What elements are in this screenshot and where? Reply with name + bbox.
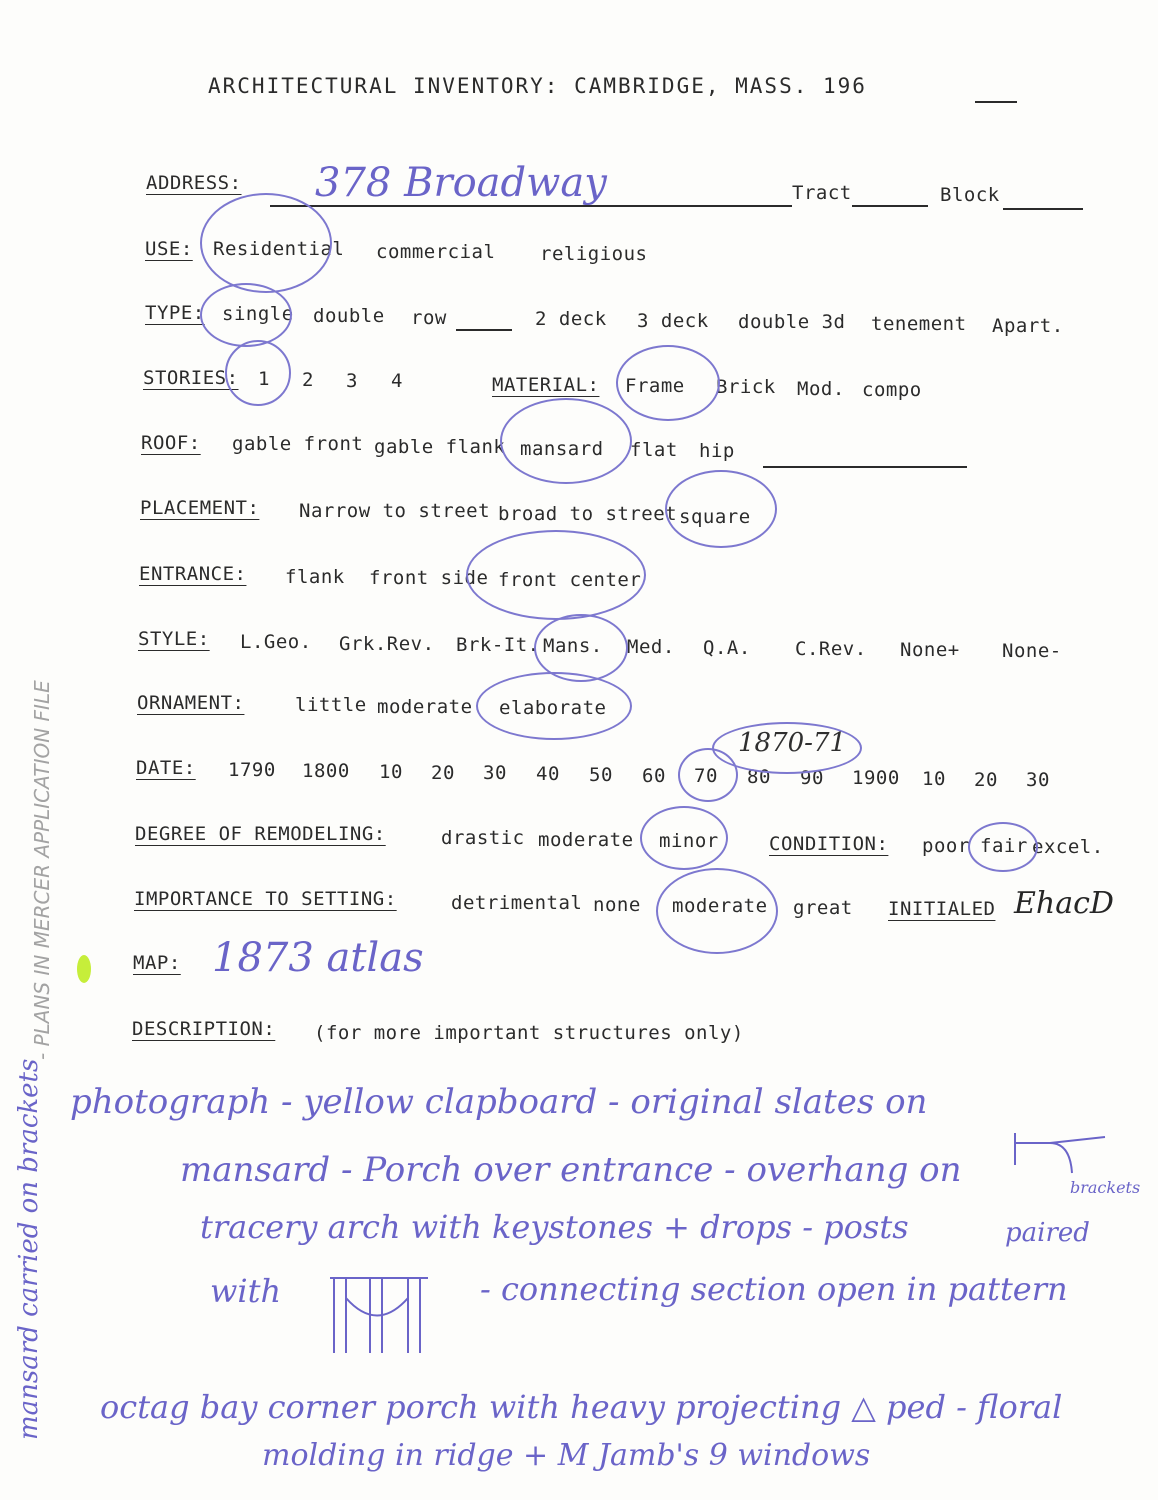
ornament-little: little (295, 694, 367, 716)
stories-3: 3 (346, 370, 358, 392)
moderate-circle (656, 868, 778, 954)
roof-mansard: mansard (520, 438, 604, 460)
type-2deck: 2 deck (535, 308, 607, 330)
bracket-sketch (1010, 1125, 1120, 1185)
type-single: single (222, 303, 294, 325)
type-tenement: tenement (871, 313, 967, 335)
initialed-label: INITIALED (888, 898, 996, 920)
style-mans: Mans. (543, 635, 603, 657)
condition-fair: fair (980, 835, 1028, 857)
style-grkrev: Grk.Rev. (339, 633, 435, 655)
style-brkit: Brk-It. (456, 634, 540, 656)
placement-broad: broad to street (498, 503, 678, 525)
date-annotation: 1870-71 (738, 728, 847, 758)
use-label: USE: (145, 238, 193, 260)
material-compo: compo (862, 379, 922, 401)
initialed-value: EhacD (1014, 886, 1114, 921)
ornament-moderate: moderate (377, 696, 473, 718)
style-lgeo: L.Geo. (240, 631, 312, 653)
description-line-4: with (210, 1272, 282, 1310)
map-value: 1873 atlas (212, 935, 424, 981)
use-commercial: commercial (376, 241, 496, 263)
description-hint: (for more important structures only) (314, 1022, 744, 1044)
posts-sketch (320, 1258, 440, 1368)
entrance-label: ENTRANCE: (139, 563, 247, 585)
stories-label: STORIES: (143, 367, 239, 389)
placement-square: square (679, 506, 751, 528)
remodeling-label: DEGREE OF REMODELING: (135, 823, 386, 845)
date-60: 60 (642, 765, 666, 787)
importance-none: none (593, 894, 641, 916)
importance-moderate: moderate (672, 895, 768, 917)
date-1790: 1790 (228, 759, 276, 781)
date-10: 10 (379, 761, 403, 783)
side-note-paired: paired (1005, 1218, 1090, 1248)
front-center-circle (466, 530, 646, 620)
material-brick: Brick (716, 376, 776, 398)
entrance-flank: flank (285, 566, 345, 588)
mansard-circle (500, 398, 632, 484)
description-line-2: mansard - Porch over entrance - overhang on (180, 1150, 962, 1190)
roof-hip: hip (699, 440, 735, 462)
roof-gable-flank: gable flank (374, 436, 506, 458)
remodeling-minor: minor (659, 830, 719, 852)
description-label: DESCRIPTION: (132, 1018, 276, 1040)
date-1800: 1800 (302, 760, 350, 782)
entrance-front-center: front center (498, 569, 642, 591)
stories-2: 2 (302, 369, 314, 391)
date-40: 40 (536, 763, 560, 785)
elaborate-circle (476, 672, 632, 740)
use-religious: religious (540, 243, 648, 265)
condition-label: CONDITION: (769, 833, 889, 855)
form-title: ARCHITECTURAL INVENTORY: CAMBRIDGE, MASS. 196 (208, 74, 867, 98)
description-line-3: tracery arch with keystones + drops - posts (200, 1208, 909, 1246)
type-double: double (313, 305, 385, 327)
type-double3d: double 3d (738, 311, 846, 333)
entrance-front-side: front side (369, 567, 489, 589)
style-crev: C.Rev. (795, 638, 867, 660)
date-label: DATE: (136, 757, 196, 779)
placement-label: PLACEMENT: (140, 497, 260, 519)
date-1900: 1900 (852, 767, 900, 789)
date-1920: 20 (974, 769, 998, 791)
style-qa: Q.A. (703, 637, 751, 659)
stories-circle (225, 340, 291, 406)
ornament-label: ORNAMENT: (137, 692, 245, 714)
placement-narrow: Narrow to street (299, 500, 491, 522)
side-note-brackets: brackets (1070, 1178, 1141, 1197)
style-none-plus: None+ (900, 639, 960, 661)
material-label: MATERIAL: (492, 374, 600, 396)
date-1910: 10 (922, 768, 946, 790)
block-blank (1003, 208, 1083, 210)
roof-label: ROOF: (141, 432, 201, 454)
roof-gable-front: gable front (232, 433, 364, 455)
type-apart: Apart. (992, 315, 1064, 337)
margin-note-left: mansard carried on brackets (14, 1058, 44, 1440)
importance-label: IMPORTANCE TO SETTING: (134, 888, 397, 910)
roof-flat: flat (630, 439, 678, 461)
frame-circle (616, 345, 720, 421)
minor-circle (640, 806, 728, 870)
tract-label: Tract (792, 182, 852, 204)
use-residential: Residential (213, 238, 345, 260)
condition-excel: excel. (1032, 836, 1104, 858)
type-label: TYPE: (145, 302, 205, 324)
square-circle (665, 470, 777, 548)
block-label: Block (940, 184, 1000, 206)
importance-great: great (793, 897, 853, 919)
material-frame: Frame (625, 375, 685, 397)
description-line-7: molding in ridge + M Jamb's 9 windows (262, 1438, 871, 1473)
map-label: MAP: (133, 952, 181, 974)
date-30: 30 (483, 762, 507, 784)
year-blank (975, 101, 1017, 103)
description-line-1: photograph - yellow clapboard - original slates on (70, 1082, 928, 1122)
tract-blank (852, 205, 928, 207)
style-none-minus: None- (1002, 640, 1062, 662)
importance-detrimental: detrimental (451, 892, 583, 914)
date-20: 20 (431, 762, 455, 784)
fair-circle (968, 822, 1038, 872)
material-mod: Mod. (797, 378, 845, 400)
date-1930: 30 (1026, 769, 1050, 791)
description-line-5: - connecting section open in pattern (480, 1270, 1068, 1308)
address-value: 378 Broadway (315, 160, 607, 206)
ornament-elaborate: elaborate (499, 697, 607, 719)
date-70: 70 (694, 765, 718, 787)
date-90: 90 (800, 767, 824, 789)
type-row: row (411, 307, 447, 329)
style-med: Med. (627, 636, 675, 658)
remodeling-moderate: moderate (538, 829, 634, 851)
roof-blank (763, 466, 967, 468)
stories-4: 4 (391, 370, 403, 392)
residential-circle (200, 193, 332, 293)
remodeling-drastic: drastic (441, 827, 525, 849)
highlight-mark (77, 955, 91, 983)
condition-poor: poor (922, 835, 970, 857)
address-label: ADDRESS: (146, 172, 242, 194)
date-80: 80 (747, 766, 771, 788)
margin-note-plans: - PLANS IN MERCER APPLICATION FILE (30, 680, 54, 1060)
single-circle (200, 283, 292, 347)
description-line-6: octag bay corner porch with heavy projecting △ ped - floral (100, 1388, 1063, 1426)
type-3deck: 3 deck (637, 310, 709, 332)
date-50: 50 (589, 764, 613, 786)
style-label: STYLE: (138, 628, 210, 650)
type-row-blank (456, 329, 512, 331)
stories-1: 1 (258, 368, 270, 390)
